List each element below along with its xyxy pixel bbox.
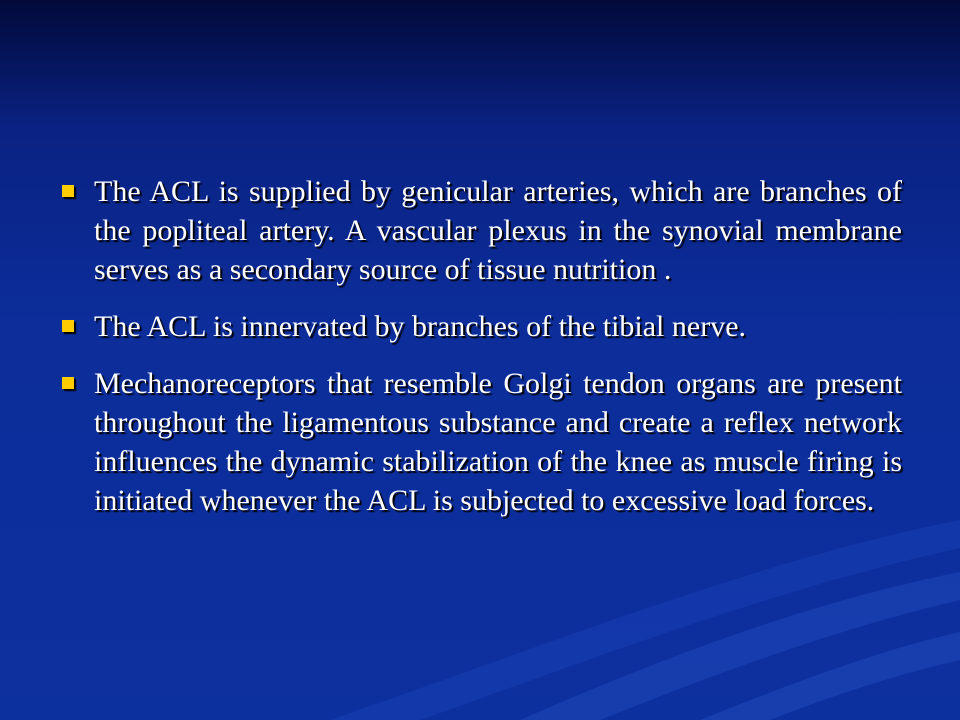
square-bullet-icon xyxy=(62,377,74,389)
bullet-text: The ACL is innervated by branches of the tibial nerve. xyxy=(94,310,747,343)
square-bullet-icon xyxy=(62,320,74,332)
bullet-item xyxy=(60,364,902,520)
bullet-list xyxy=(60,172,902,538)
bullet-item xyxy=(60,172,902,289)
bullet-text: Mechanoreceptors that resemble Golgi tendon organs are present throughout the ligamentous substance and create a reflex network influences the dynamic stabilization of the knee as muscle firing is initiated whenever the ACL is subjected to excessive load forces. xyxy=(94,367,902,517)
square-bullet-icon xyxy=(62,185,74,197)
bullet-item xyxy=(60,307,902,346)
bullet-text: The ACL is supplied by genicular arteries, which are branches of the popliteal artery. A vascular plexus in the synovial membrane serves as a secondary source of tissue nutrition . xyxy=(94,175,902,286)
